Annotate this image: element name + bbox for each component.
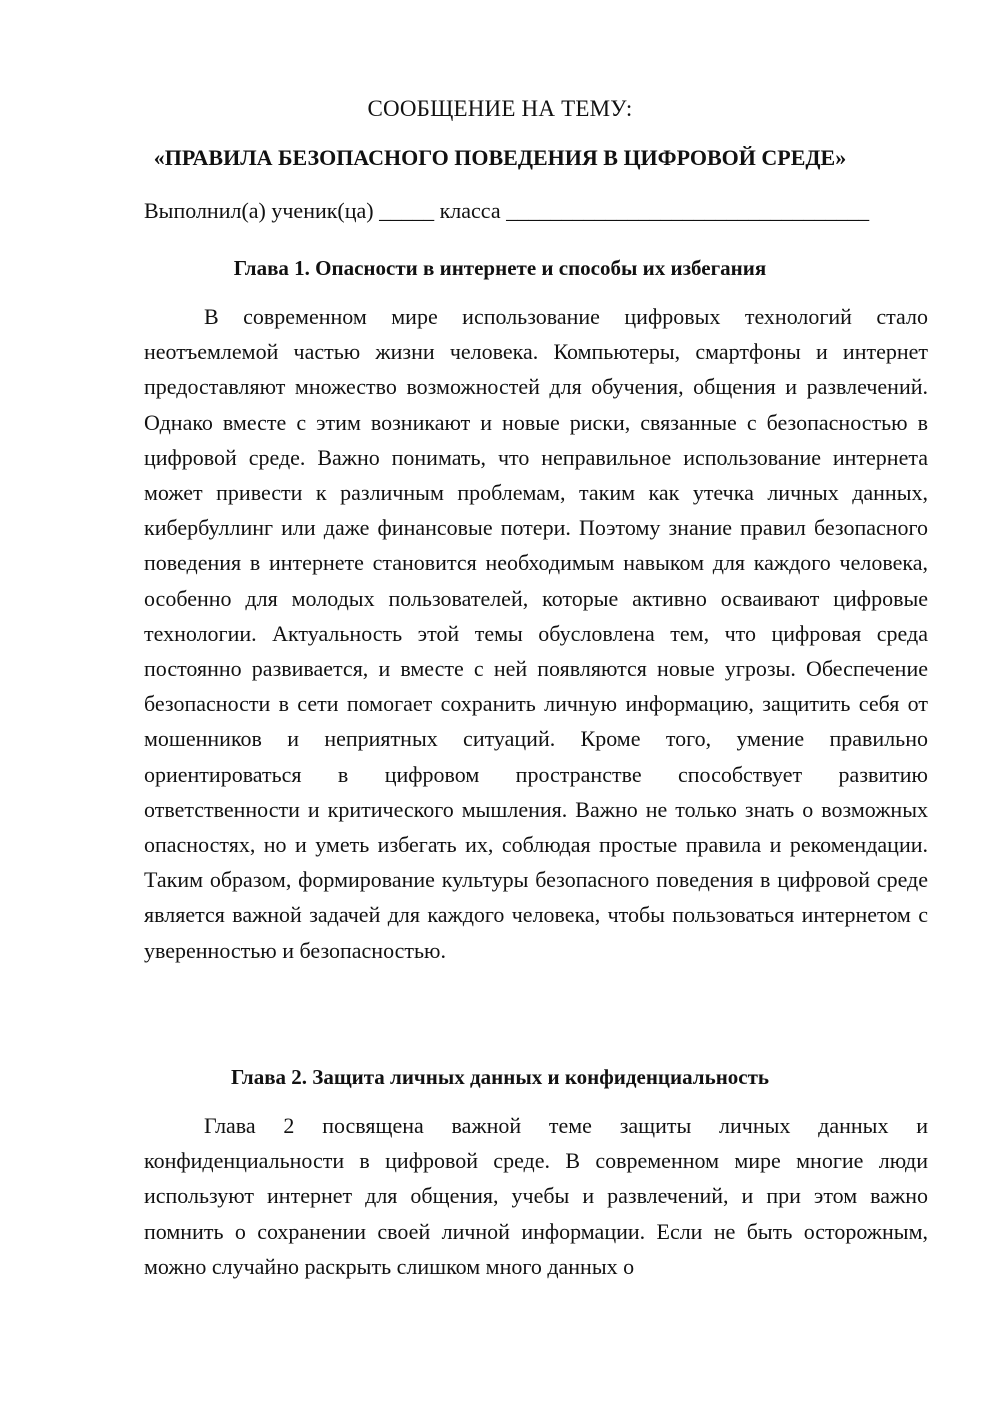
chapter-2-paragraph: Глава 2 посвящена важной теме защиты личных данных и конфиденциальности в цифровой среде. В современном мире многие люди используют интернет для общения, учебы и развлечений, и при этом важно помнить о сохранении своей личной информации. Если не быть осторожным, можно случайно раскрыть слишком много данных о xyxy=(144,1113,928,1279)
chapter-2-heading: Глава 2. Защита личных данных и конфиденциальность xyxy=(230,1065,770,1089)
document-title-line-2: «ПРАВИЛА БЕЗОПАСНОГО ПОВЕДЕНИЯ В ЦИФРОВОЙ СРЕДЕ» xyxy=(153,145,847,170)
document-title-line-1: СООБЩЕНИЕ НА ТЕМУ: xyxy=(367,96,633,121)
chapter-1-paragraph: В современном мире использование цифровых технологий стало неотъемлемой частью жизни человека. Компьютеры, смартфоны и интернет предоставляют множество возможностей для обучения, общения и развлечений. Однако вместе с этим возникают и новые риски, связанные с безопасностью в цифровой среде. Важно понимать, что неправильное использование интернета может привести к различным проблемам, таким как утечка личных данных, кибербуллинг или даже финансовые потери. Поэтому знание правил безопасного поведения в интернете становится необходимым навыком для каждого человека, особенно для молодых пользователей, которые активно осваивают цифровые технологии. Актуальность этой темы обусловлена тем, что цифровая среда постоянно развивается, и вместе с ней появляются новые угрозы. Обеспечение безопасности в сети помогает сохранить личную информацию, защитить себя от мошенников и неприятных ситуаций. Кроме того, умение правильно ориентироваться в цифровом пространстве способствует развитию ответственности и критического мышления. Важно не только знать о возможных опасностях, но и уметь избегать их, соблюдая простые правила и рекомендации. Таким образом, формирование культуры безопасного поведения в цифровой среде является важной задачей для каждого человека, чтобы пользоваться интернетом с уверенностью и безопасностью. xyxy=(144,304,928,963)
chapter-1-heading: Глава 1. Опасности в интернете и способы их избегания xyxy=(233,256,767,280)
student-class-line: Выполнил(а) ученик(ца) _____ класса _________________________________ xyxy=(144,198,870,223)
